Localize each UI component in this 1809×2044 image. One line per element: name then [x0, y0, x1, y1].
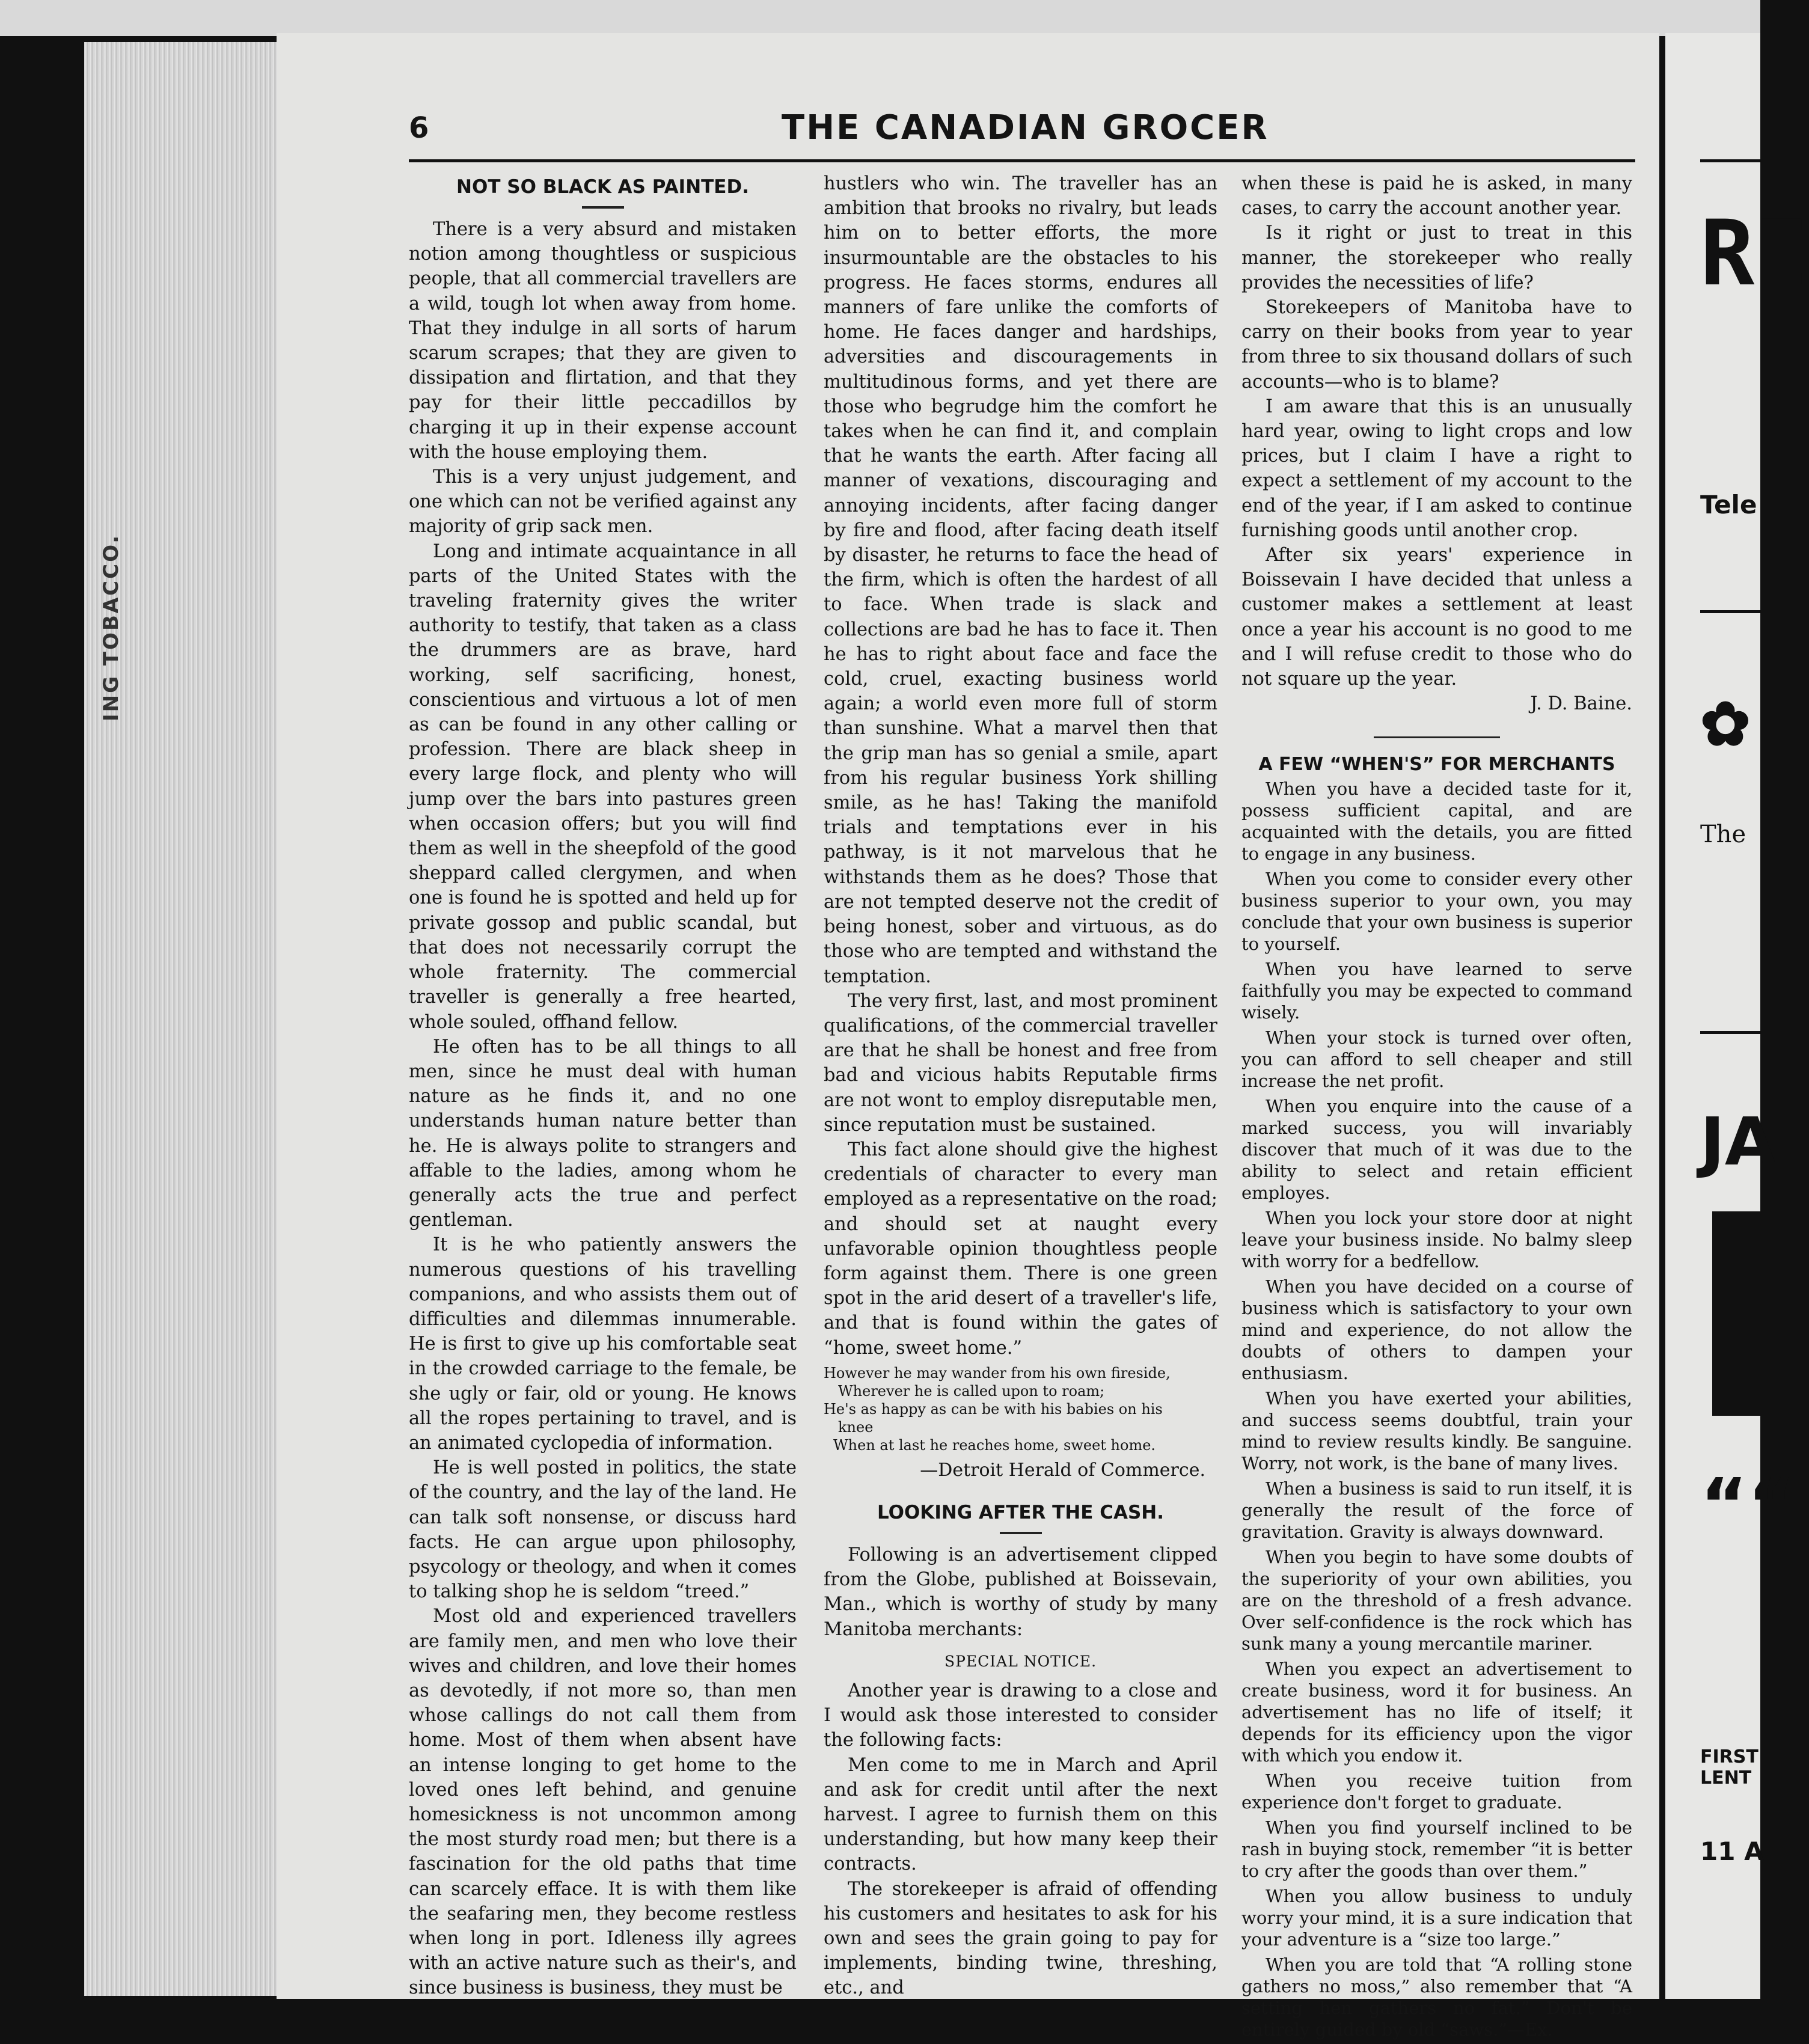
article-paragraph: The very first, last, and most prominent qualifications, of the commercial traveller are that he shall be honest and free from bad and vicious habits Reputable firms are not wont to employ disreputable men, since reputation must be sustained. — [824, 990, 1217, 1136]
column-2 — [824, 171, 1217, 2001]
article-paragraph: After six years' experience in Boissevain I have decided that unless a customer makes a settlement at least once a year his account is no good to me and I will refuse credit to those who do not square up the year. — [1241, 545, 1632, 690]
notice-heading: SPECIAL NOTICE. — [944, 1652, 1097, 1670]
article-paragraph: The storekeeper is afraid of offending his customers and hesitates to ask for his own and sees the grain going to pay for implements, binding twine, threshing, etc., and — [824, 1878, 1217, 1999]
adjacent-fragment: ““ — [1700, 1464, 1795, 1547]
article-paragraph: When you have exerted your abilities, and success seems doubtful, train your mind to review results kindly. Be sanguine. Worry, not work, is the bane of many lives. — [1241, 1388, 1632, 1474]
article-paragraph: Long and intimate acquaintance in all parts of the United States with the traveling fraternity gives the writer authority to testify, that taken as a class the drummers are as brave, hard working, self sacrificing, honest, conscientious and virtuous a lot of men as can be found in any other calling or profession. There are black sheep in every large flock, and plenty who will jump over the bars into pastures green when occasion offers; but you will find them as well in the sheepfold of the good sheppard called clergymen, and when one is found he is spotted and held up for private gossop and public scandal, but that does not necessarily corrupt the whole fraternity. The commercial traveller is generally a free hearted, whole souled, offhand fellow. — [409, 540, 797, 1033]
article-paragraph: This fact alone should give the highest credentials of character to every man employed as a representative on the road; and should set at naught every unfavorable opinion thoughtless people form against them. There is one green spot in the arid desert of a traveller's life, and that is found within the gates of “home, sweet home.” — [824, 1139, 1217, 1359]
adjacent-rule — [1700, 159, 1772, 162]
article-paragraph: I am aware that this is an unusually hard year, owing to light crops and low prices, but I claim I have a right to expect a settlement of my account to the end of the year, if I am asked to continue furnishing goods until another crop. — [1241, 396, 1632, 541]
adjacent-fragment: The — [1700, 821, 1746, 848]
article-title: LOOKING AFTER THE CASH. — [877, 1501, 1165, 1523]
attribution: —Detroit Herald of Commerce. — [920, 1459, 1205, 1481]
adjacent-rule — [1700, 610, 1772, 613]
article-paragraph: Storekeepers of Manitoba have to carry on their books from year to year from three to six thousand dollars of such accounts—who is to blame? — [1241, 297, 1632, 393]
title-dash — [1000, 1532, 1042, 1534]
article-paragraph: This is a very unjust judgement, and one which can not be verified against any majority of grip sack men. — [409, 467, 797, 537]
column-1 — [409, 171, 797, 2001]
article-title: A FEW “WHEN'S” FOR MERCHANTS — [1258, 754, 1615, 776]
page-number: 6 — [409, 111, 429, 145]
signature: J. D. Baine. — [1530, 693, 1632, 715]
article-paragraph: There is a very absurd and mistaken notion among thoughtless or suspicious people, that all commercial travellers are a wild, tough lot when away from home. That they indulge in all sorts of harum scarum scrapes; that they are given to dissipation and flirtation, and that they pay for their little peccadillos by charging it up in their expense account with the house employing them. — [409, 219, 797, 463]
adjacent-fragment: FIRST — [1700, 1746, 1758, 1767]
adjacent-fragment: JA — [1700, 1103, 1777, 1180]
article-paragraph: When you lock your store door at night leave your business inside. No balmy sleep with worry for a bedfellow. — [1241, 1208, 1632, 1272]
poem — [824, 1364, 1217, 1454]
article-paragraph: He often has to be all things to all men, since he must deal with human nature as he finds it, and no one understands human nature better than he. He is always polite to strangers and affable to the ladies, among whom he generally acts the true and perfect gentleman. — [409, 1036, 797, 1231]
article-paragraph: When you allow business to unduly worry your mind, it is a sure indication that your adventure is a “size too large.” — [1241, 1886, 1632, 1950]
article-paragraph: When you expect an advertisement to create business, word it for business. An advertisement has no life of itself; it depends for its efficiency upon the vigor with which you endow it. — [1241, 1659, 1632, 1766]
adjacent-rule — [1700, 1031, 1772, 1034]
adjacent-fragment: 11 A — [1700, 1837, 1764, 1866]
article-paragraph: When you enquire into the cause of a marked success, you will invariably discover that much of it was due to the ability to select and retain efficient employes. — [1241, 1096, 1632, 1204]
adjacent-fragment: RI — [1700, 201, 1809, 306]
book-page-edges — [84, 42, 289, 1996]
article-paragraph: When you come to consider every other business superior to your own, you may conclude that your own business is superior to yourself. — [1241, 869, 1632, 955]
title-dash — [582, 206, 624, 209]
poem-line: When at last he reaches home, sweet home. — [833, 1436, 1156, 1454]
article-paragraph: Another year is drawing to a close and I would ask those interested to consider the following facts: — [824, 1680, 1217, 1751]
article-paragraph: When you are told that “A rolling stone gathers no moss,” also remember that “A setting hen gathers no fat.” Don't be entirely guided by old “saws.”—Ex. — [1241, 1954, 1632, 2040]
masthead-title: THE CANADIAN GROCER — [782, 108, 1269, 147]
spine-label: ING TOBACCO. — [99, 533, 123, 721]
article-paragraph: When your stock is turned over often, you can afford to sell cheaper and still increase the net profit. — [1241, 1027, 1632, 1092]
article-paragraph: When a business is said to run itself, it is generally the result of the force of gravitation. Gravity is always downward. — [1241, 1478, 1632, 1543]
poem-line: Wherever he is called upon to roam; — [838, 1382, 1105, 1400]
article-paragraph: It is he who patiently answers the numerous questions of his travelling companions, and who assists them out of difficulties and dilemmas innumerable. He is first to give up his comfortable seat in the crowded carriage to the female, be she ugly or fair, old or young. He knows all the ropes pertaining to travel, and is an animated cyclopedia of information. — [409, 1234, 797, 1454]
article-paragraph: When you find yourself inclined to be rash in buying stock, remember “it is better to cry after the goods than over them.” — [1241, 1817, 1632, 1882]
article-paragraph: When you receive tuition from experience don't forget to graduate. — [1241, 1770, 1632, 1813]
poem-line: However he may wander from his own fireside, — [824, 1364, 1171, 1382]
adjacent-page-strip — [1665, 33, 1809, 1999]
header-rule — [409, 159, 1635, 162]
article-paragraph: When you have learned to serve faithfully you may be expected to command wisely. — [1241, 959, 1632, 1023]
whens-list — [1241, 778, 1632, 2040]
poem-line: He's as happy as can be with his babies on his — [824, 1400, 1163, 1418]
column-3 — [1241, 171, 1632, 2044]
article-paragraph: Most old and experienced travellers are family men, and men who love their wives and children, and love their homes as devotedly, if not more so, than men whose callings do not call them from home. Most of them when absent have an intense longing to get home to the loved ones left behind, and genuine homesickness is not uncommon among the most sturdy road men; but there is a fascination for the old paths that time can scarcely efface. It is with them like the seafaring men, they become restless when long in port. Idleness illy agrees with an active nature such as their's, and since business is business, they must be — [409, 1606, 797, 1999]
article-separator — [1374, 736, 1500, 738]
article-title: NOT SO BLACK AS PAINTED. — [456, 176, 749, 198]
adjacent-block — [1712, 1211, 1772, 1416]
scan-background — [0, 0, 1760, 36]
article-paragraph: Is it right or just to treat in this manner, the storekeeper who really provides the necessities of life? — [1241, 222, 1632, 293]
adjacent-fragment: Tele — [1700, 490, 1757, 519]
adjacent-fragment: LENT — [1700, 1767, 1752, 1788]
article-paragraph: When you have decided on a course of business which is satisfactory to your own mind and experience, do not allow the doubts of others to dampen your enthusiasm. — [1241, 1276, 1632, 1384]
article-paragraph: Men come to me in March and April and ask for credit until after the next harvest. I agree to furnish them on this understanding, but how many keep their contracts. — [824, 1754, 1217, 1875]
article-paragraph: When you begin to have some doubts of the superiority of your own abilities, you are on the threshold of a fresh advance. Over self-confidence is the rock which has sunk many a young mercantile mariner. — [1241, 1547, 1632, 1654]
poem-line: knee — [838, 1418, 874, 1436]
article-paragraph: When you have a decided taste for it, possess sufficient capital, and are acquainted with the details, you are fitted to engage in any business. — [1241, 779, 1632, 864]
flower-ornament-icon: ✿ — [1700, 688, 1751, 759]
article-paragraph: Following is an advertisement clipped from the Globe, published at Boissevain, Man., which is worthy of study by many Manitoba merchants: — [824, 1544, 1217, 1640]
article-paragraph: He is well posted in politics, the state of the country, and the lay of the land. He can talk soft nonsense, or discuss hard facts. He can argue upon philosophy, psycology or theology, and when it comes to talking shop he is seldom “treed.” — [409, 1457, 797, 1603]
article-paragraph: hustlers who win. The traveller has an ambition that brooks no rivalry, but leads him on to better efforts, the more insurmountable are the obstacles to his progress. He faces storms, endures all manners of fare unlike the comforts of home. He faces danger and hardships, adversities and discouragements in multitudinous forms, and yet there are those who begrudge him the comfort he takes when he can find it, and complain that he wants the earth. After facing all manner of vexations, discouraging and annoying incidents, after facing danger by fire and flood, after facing death itself by disaster, he returns to face the head of the firm, which is often the hardest of all to face. When trade is slack and collections are bad he has to face it. Then he has to right about face and face the cold, cruel, exacting business world again; a world even more full of storm than sunshine. What a marvel then that the grip man has so genial a smile, apart from his regular business York shilling smile, as he has! Taking the manifold trials and temptations ever in his pathway, is it not marvelous that he withstands them as he does? Those that are not tempted deserve not the credit of being honest, sober and virtuous, as do those who are tempted and withstand the temptation. — [824, 173, 1217, 987]
article-paragraph: when these is paid he is asked, in many cases, to carry the account another year. — [1241, 173, 1632, 219]
